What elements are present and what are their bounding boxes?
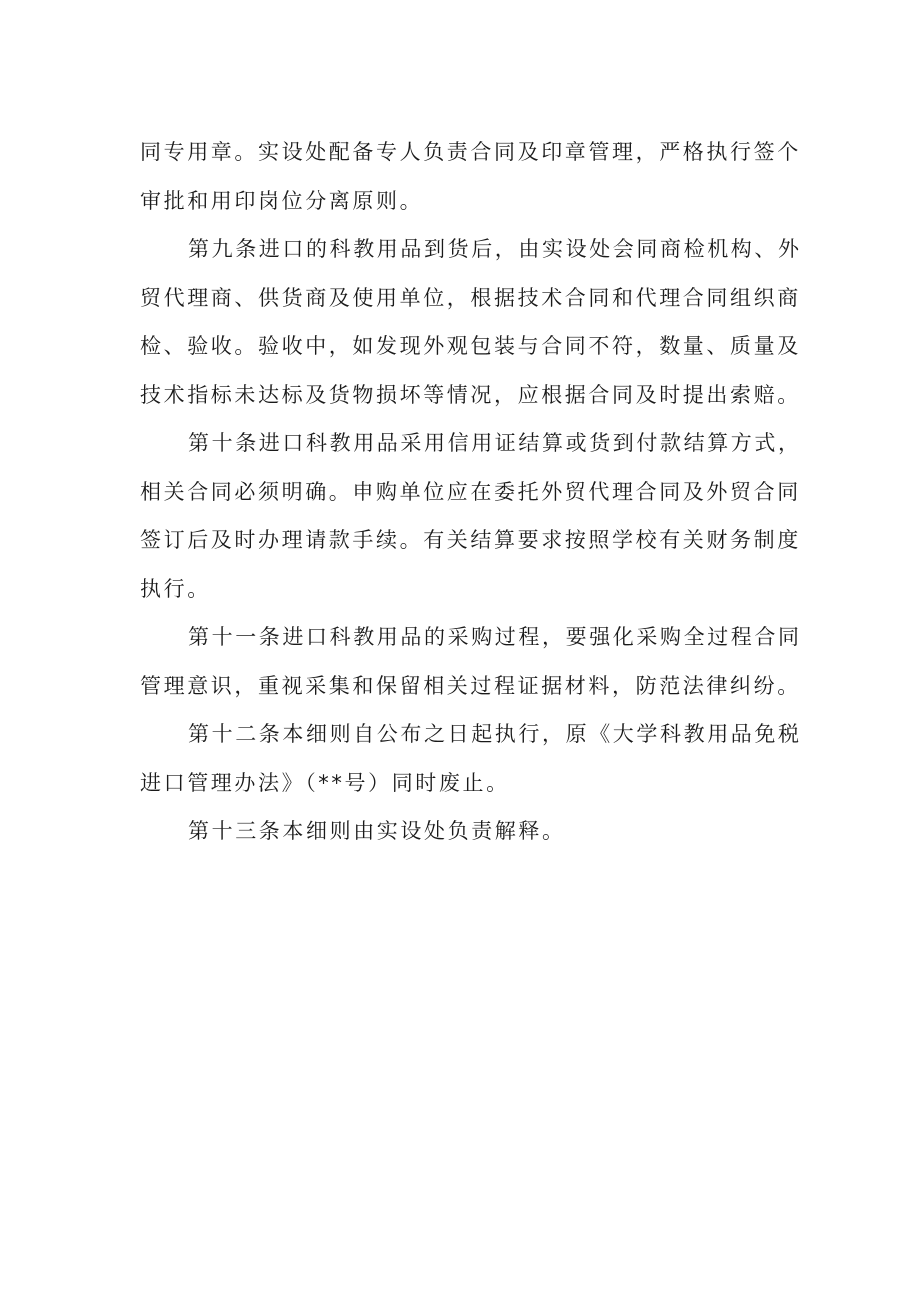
text-line: 签订后及时办理请款手续。有关结算要求按照学校有关财务制度 (140, 528, 801, 552)
text-line: 执行。 (140, 576, 211, 601)
paragraph (140, 807, 795, 856)
text-line: 检、验收。验收中，如发现外观包装与合同不符，数量、质量及 (140, 334, 801, 358)
text-line: 第十一条进口科教用品的采购过程，要强化采购全过程合同 (188, 625, 802, 649)
paragraph (140, 613, 802, 710)
text-line: 进口管理办法》（**号）同时废止。 (140, 770, 510, 795)
paragraph (140, 128, 801, 225)
text-line: 第九条进口的科教用品到货后，由实设处会同商检机构、外 (188, 237, 802, 261)
paragraph (140, 419, 802, 613)
text-line: 同专用章。实设处配备专人负责合同及印章管理，严格执行签个 (140, 140, 801, 164)
text-line: 贸代理商、供货商及使用单位，根据技术合同和代理合同组织商 (140, 285, 801, 310)
text-line: 第十二条本细则自公布之日起执行，原《大学科教用品免税 (188, 722, 802, 746)
text-line: 审批和用印岗位分离原则。 (140, 188, 424, 213)
paragraph (140, 710, 802, 807)
text-line: 第十三条本细则由实设处负责解释。 (188, 819, 566, 843)
document-body (140, 128, 802, 856)
text-line: 技术指标未达标及货物损坏等情况，应根据合同及时提出索赔。 (140, 382, 801, 407)
text-line: 相关合同必须明确。申购单位应在委托外贸代理合同及外贸合同 (140, 479, 801, 504)
text-line: 管理意识，重视采集和保留相关过程证据材料，防范法律纠纷。 (140, 673, 801, 698)
paragraph (140, 225, 802, 419)
text-line: 第十条进口科教用品采用信用证结算或货到付款结算方式， (188, 431, 802, 455)
